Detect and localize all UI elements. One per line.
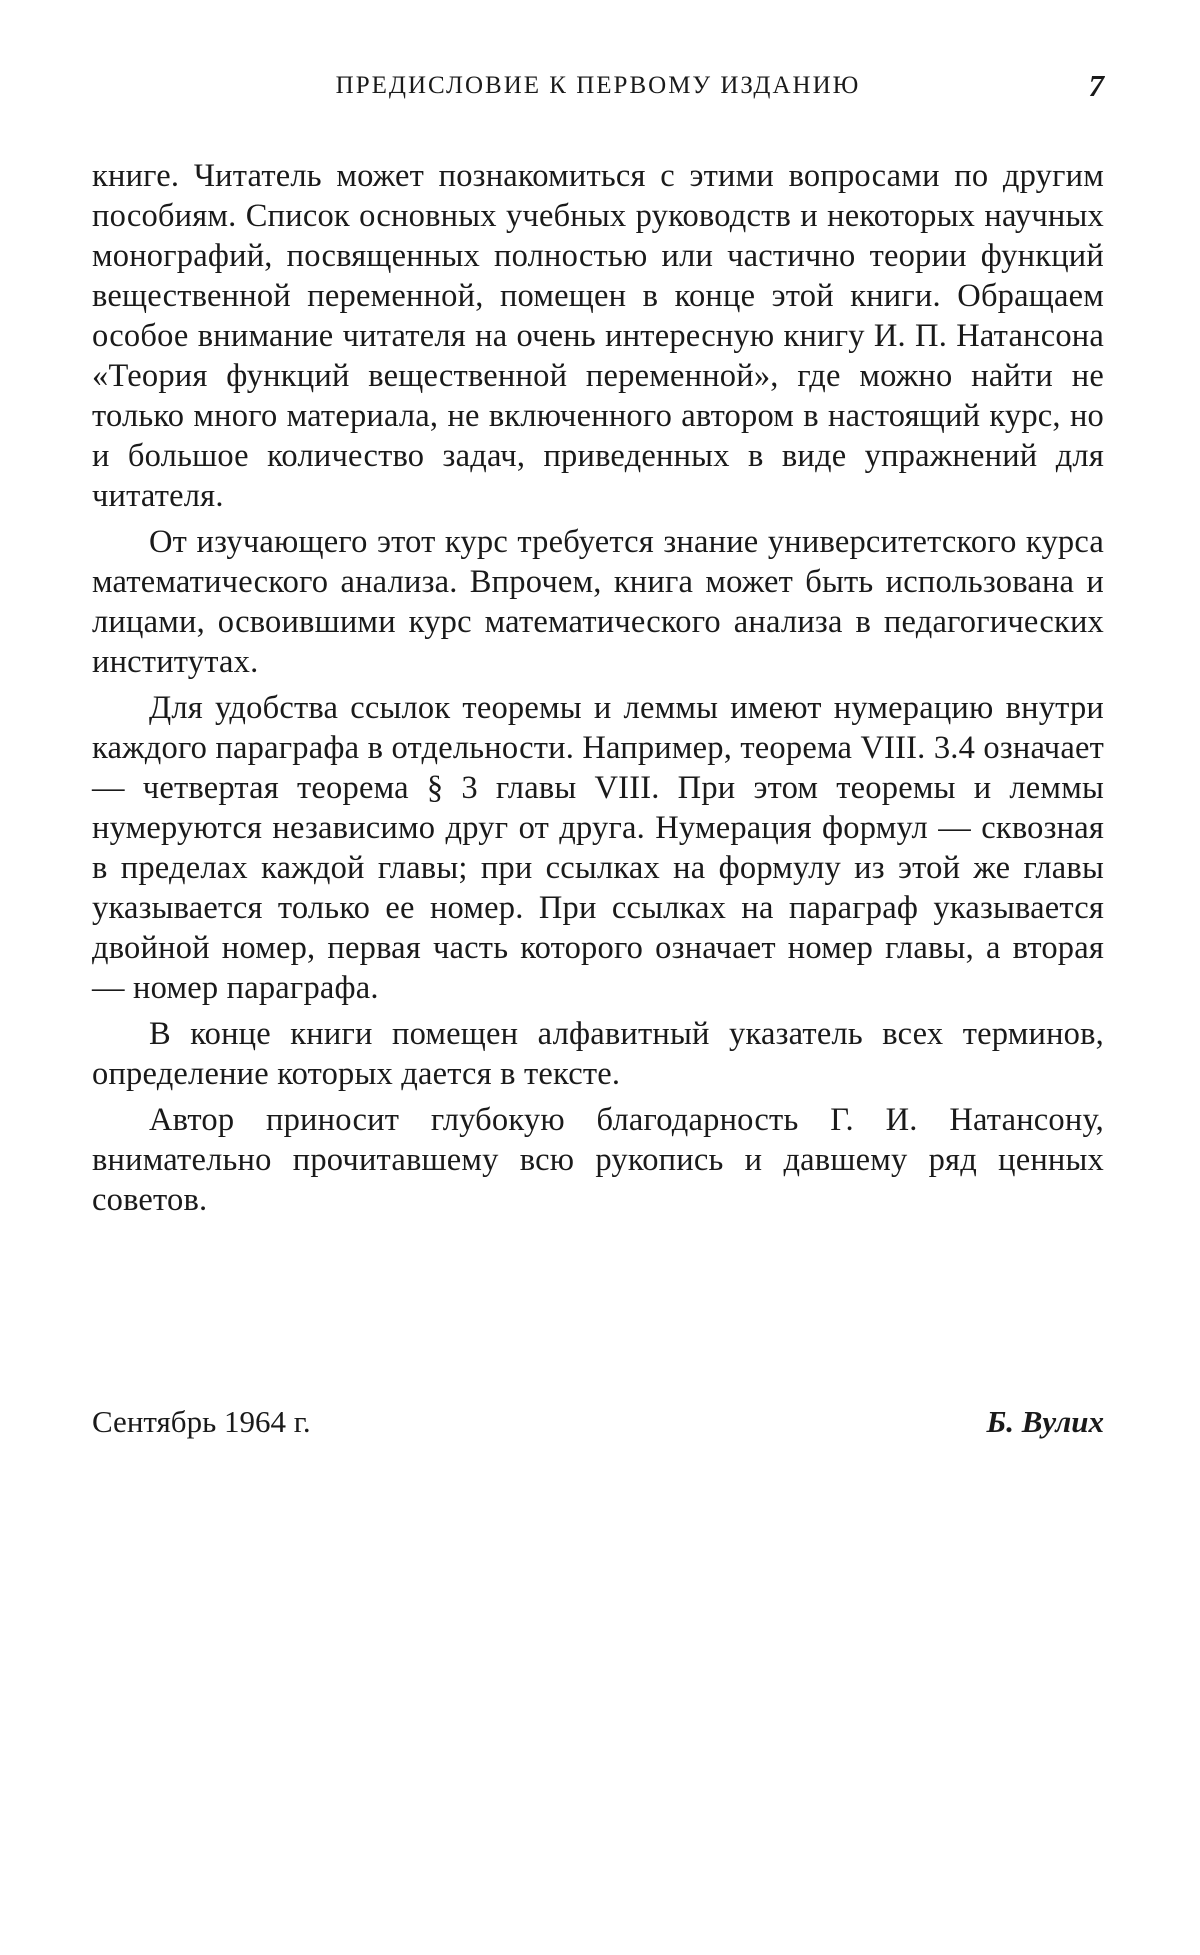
paragraph-index: В конце книги помещен алфавитный указатель всех терминов, определение которых дается в тексте. (92, 1016, 1104, 1092)
paragraph-acknowledgement: Автор приносит глубокую благодарность Г. И. Натансону, внимательно прочитавшему всю рукопись и давшему ряд ценных советов. (92, 1102, 1104, 1218)
paragraph-prerequisites: От изучающего этот курс требуется знание университетского курса математического анализа. Впрочем, книга может быть использована и лицами, освоившими курс математического анализа в педагогических институтах. (92, 524, 1104, 680)
signature-date: Сентябрь 1964 г. (92, 1404, 311, 1439)
paragraph-continuation: книге. Читатель может познакомиться с этими вопросами по другим пособиям. Список основных учебных руководств и некоторых научных монографий, посвященных полностью или частично теории функций вещественной переменной, помещен в конце этой книги. Обращаем особое внимание читателя на очень интересную книгу И. П. Натансона «Теория функций вещественной переменной», где можно найти не только много материала, не включенного автором в настоящий курс, но и большое количество задач, приведенных в виде упражнений для читателя. (92, 158, 1104, 514)
signature-line (92, 1400, 1104, 1444)
paragraph-numbering: Для удобства ссылок теоремы и леммы имеют нумерацию внутри каждого параграфа в отдельности. Например, теорема VIII. 3.4 означает — четвертая теорема § 3 главы VIII. При этом теоремы и леммы нумеруются независимо друг от друга. Нумерация формул — сквозная в пределах каждой главы; при ссылках на формулу из этой же главы указывается только ее номер. При ссылках на параграф указывается двойной номер, первая часть которого означает номер главы, а вторая — номер параграфа. (92, 690, 1104, 1006)
signature-author: Б. Вулих (986, 1404, 1104, 1439)
running-title: ПРЕДИСЛОВИЕ К ПЕРВОМУ ИЗДАНИЮ (335, 72, 861, 99)
page-number: 7 (1088, 68, 1104, 103)
body-text (92, 156, 1104, 1226)
running-head (92, 66, 1104, 106)
